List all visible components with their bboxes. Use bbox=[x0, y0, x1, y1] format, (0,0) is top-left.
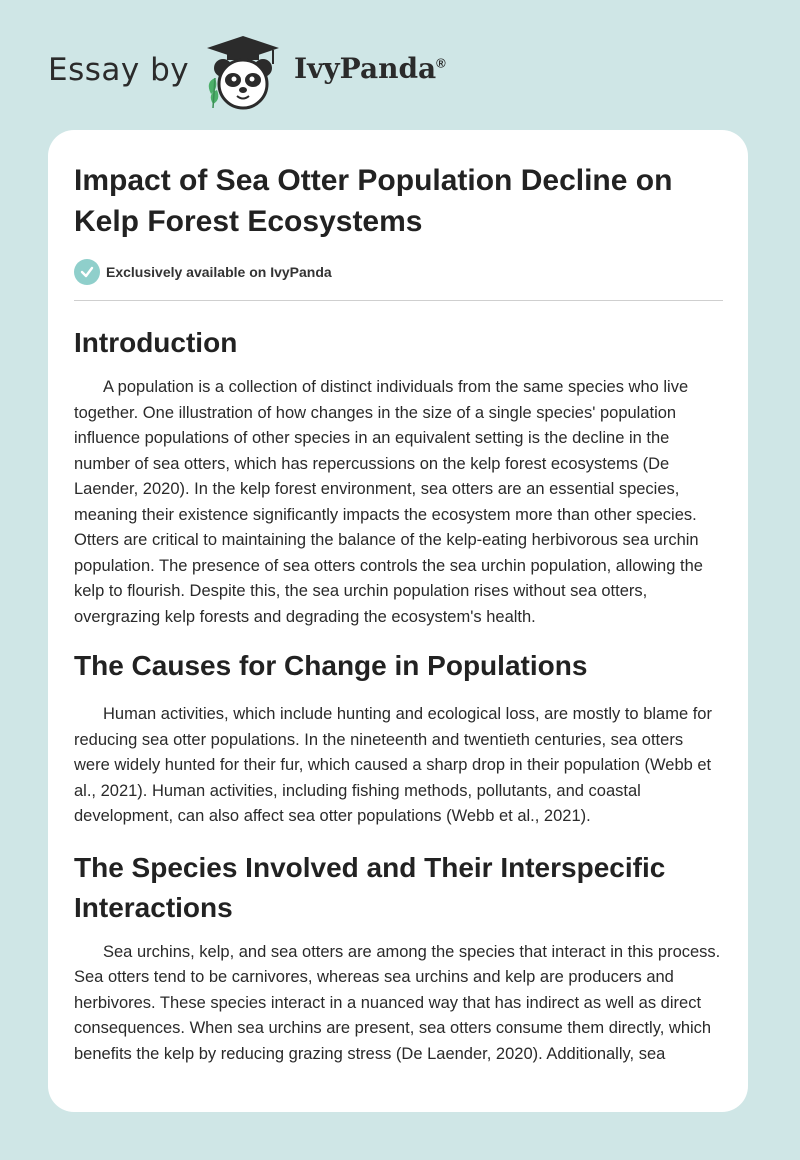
site-header bbox=[48, 34, 548, 114]
panda-graduate-icon[interactable] bbox=[203, 34, 283, 110]
check-circle-icon bbox=[74, 259, 100, 285]
section-causes bbox=[74, 646, 723, 830]
section-introduction bbox=[74, 323, 723, 630]
section-paragraph: Sea urchins, kelp, and sea otters are among the species that interact in this process. Sea otters tend to be carnivores, whereas sea urchins and kelp are producers and herbivores. These species interact in a nuanced way that has indirect as well as direct consequences. When sea urchins are present, sea otters consume them directly, which benefits the kelp by reducing grazing stress (De Laender, 2020). Additionally, sea bbox=[74, 942, 721, 1063]
section-heading: The Species Involved and Their Interspecific Interactions bbox=[74, 851, 666, 923]
exclusive-badge bbox=[74, 258, 723, 286]
essay-title: Impact of Sea Otter Population Decline on Kelp Forest Ecosystems bbox=[74, 164, 673, 238]
brand-name[interactable]: IvyPanda® bbox=[294, 52, 446, 85]
section-paragraph: Human activities, which include hunting and ecological loss, are mostly to blame for reducing sea otter populations. In the nineteenth and twentieth centuries, sea otters were widely hunted for their fur, which caused a sharp drop in their population (Webb et al., 2021). Human activities, including fishing methods, pollutants, and coastal development, can also affect sea otter populations (Webb et al., 2021). bbox=[74, 705, 712, 825]
exclusive-badge-text: Exclusively available on IvyPanda bbox=[106, 264, 332, 280]
essay-card bbox=[48, 130, 748, 1112]
section-paragraph: A population is a collection of distinct individuals from the same species who live together. One illustration of how changes in the size of a single species' population influence populations of other species in an equivalent setting is the decline in the number of sea otters, which has repercussions on the kelp forest ecosystems (De Laender, 2020). In the kelp forest environment, sea otters are an essential species, meaning their existence significantly impacts the ecosystem more than other species. Otters are critical to maintaining the balance of the kelp-eating herbivorous sea urchin population. The presence of sea otters controls the sea urchin population, allowing the kelp to flourish. Despite this, the sea urchin population rises without sea otters, overgrazing kelp forests and degrading the ecosystem's health. bbox=[74, 378, 703, 626]
section-heading: The Causes for Change in Populations bbox=[74, 650, 588, 681]
divider bbox=[74, 300, 723, 301]
section-heading: Introduction bbox=[74, 327, 238, 358]
section-species bbox=[74, 848, 723, 1068]
essay-by-label: Essay by bbox=[48, 52, 190, 88]
